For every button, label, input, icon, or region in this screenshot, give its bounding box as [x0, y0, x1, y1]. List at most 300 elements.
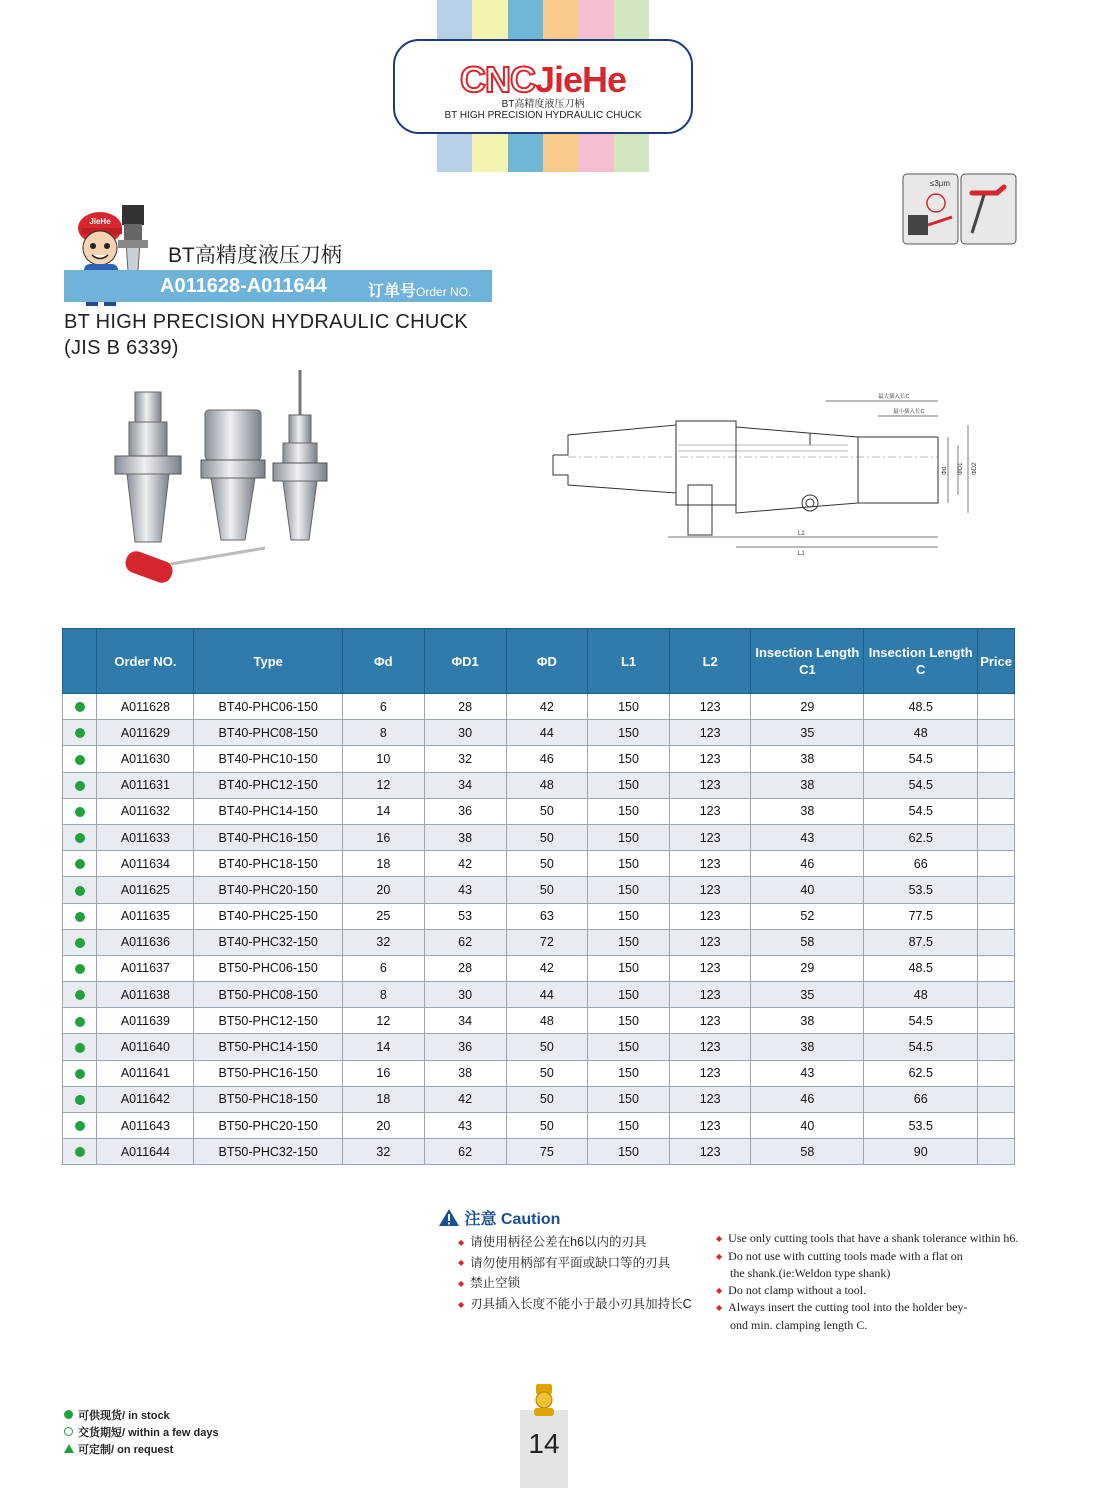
brand-jiehe: JieHe — [534, 59, 627, 100]
page-number: 14 — [528, 1428, 560, 1459]
table-cell: 53.5 — [864, 877, 978, 903]
in-stock-dot-icon — [75, 728, 85, 738]
in-stock-dot-icon — [75, 702, 85, 712]
stock-status-cell — [63, 929, 97, 955]
chuck-middle — [201, 410, 265, 540]
table-cell: 38 — [424, 1060, 506, 1086]
table-cell: 123 — [669, 877, 751, 903]
in-stock-dot-icon — [75, 964, 85, 974]
table-cell: 40 — [751, 877, 864, 903]
table-row — [63, 1113, 1015, 1139]
product-standard: (JIS B 6339) — [64, 337, 179, 359]
legend-on-request-text: 可定制/ on request — [78, 1444, 174, 1456]
table-cell: 38 — [751, 1034, 864, 1060]
table-cell: A011633 — [97, 824, 194, 850]
stock-status-cell — [63, 903, 97, 929]
table-cell: A011634 — [97, 851, 194, 877]
table-cell: 54.5 — [864, 746, 978, 772]
table-cell: A011636 — [97, 929, 194, 955]
col-header-l1: L1 — [588, 629, 670, 694]
in-stock-dot-icon — [75, 1147, 85, 1157]
table-cell — [978, 824, 1015, 850]
table-cell: 123 — [669, 720, 751, 746]
table-cell: 150 — [588, 982, 670, 1008]
table-cell — [978, 746, 1015, 772]
in-stock-dot-icon — [75, 912, 85, 922]
table-cell: 123 — [669, 1086, 751, 1112]
caution-cn-item: ◆ 刃具插入长度不能小于最小刃具加持长C — [458, 1297, 692, 1312]
table-cell: BT50-PHC18-150 — [194, 1086, 343, 1112]
table-cell: 50 — [506, 824, 588, 850]
caution-en-continuation: the shank.(ie:Weldon type shank) — [730, 1266, 891, 1280]
col-header-d: Φd — [343, 629, 425, 694]
table-cell: 18 — [343, 851, 425, 877]
in-stock-dot-icon — [75, 1017, 85, 1027]
stock-status-cell — [63, 1060, 97, 1086]
table-row — [63, 798, 1015, 824]
stock-status-cell — [63, 694, 97, 720]
product-photo — [105, 370, 345, 600]
table-cell: 36 — [424, 798, 506, 824]
table-cell — [978, 1060, 1015, 1086]
stock-status-cell — [63, 1008, 97, 1034]
table-cell: 35 — [751, 982, 864, 1008]
in-stock-dot-icon — [75, 807, 85, 817]
table-cell: 34 — [424, 1008, 506, 1034]
table-cell: 123 — [669, 1008, 751, 1034]
table-cell — [978, 1086, 1015, 1112]
stock-status-cell — [63, 982, 97, 1008]
table-row — [63, 720, 1015, 746]
table-cell: 42 — [424, 1086, 506, 1112]
in-stock-dot-icon — [75, 833, 85, 843]
table-cell: 150 — [588, 798, 670, 824]
stock-status-cell — [63, 720, 97, 746]
table-cell: 150 — [588, 746, 670, 772]
col-header-c: Insection Length C — [864, 629, 978, 694]
table-cell: BT50-PHC32-150 — [194, 1139, 343, 1165]
table-cell — [978, 955, 1015, 981]
caution-cn-text: 请使用柄径公差在h6以内的刃具 — [470, 1235, 647, 1249]
caution-title-text: 注意 Caution — [464, 1211, 561, 1228]
table-cell: BT40-PHC08-150 — [194, 720, 343, 746]
table-cell: 32 — [343, 1139, 425, 1165]
table-cell: 48 — [864, 720, 978, 746]
table-cell — [978, 720, 1015, 746]
table-cell: 32 — [343, 929, 425, 955]
dim-min-insert: 最小插入长C — [893, 409, 925, 415]
table-cell: 123 — [669, 955, 751, 981]
filled-dot-icon — [64, 1408, 78, 1425]
runout-precision-icon — [903, 174, 958, 244]
table-cell: 48 — [506, 772, 588, 798]
brand-subtitle-cn: BT高精度液压刀柄 — [501, 99, 585, 110]
table-cell: 150 — [588, 1034, 670, 1060]
table-cell: 6 — [343, 955, 425, 981]
table-row — [63, 772, 1015, 798]
table-cell — [978, 1139, 1015, 1165]
table-cell: 150 — [588, 1139, 670, 1165]
chuck-right — [273, 370, 327, 540]
stock-status-cell — [63, 955, 97, 981]
hex-key-photo — [123, 548, 265, 586]
table-cell — [978, 929, 1015, 955]
table-row — [63, 929, 1015, 955]
table-cell: 123 — [669, 798, 751, 824]
chuck-left — [115, 392, 181, 542]
dim-d: Φd — [942, 466, 948, 475]
table-cell: 123 — [669, 903, 751, 929]
table-row — [63, 877, 1015, 903]
in-stock-dot-icon — [75, 1095, 85, 1105]
product-title-en — [64, 309, 468, 361]
caution-list-cn — [458, 1232, 692, 1315]
table-cell: A011635 — [97, 903, 194, 929]
table-cell: 123 — [669, 746, 751, 772]
table-cell: 123 — [669, 694, 751, 720]
col-header-dd: ΦD — [506, 629, 588, 694]
product-title-en-line1: BT HIGH PRECISION HYDRAULIC CHUCK — [64, 311, 469, 333]
table-row — [63, 1034, 1015, 1060]
table-row — [63, 903, 1015, 929]
col-header-l2: L2 — [669, 629, 751, 694]
brand-name — [395, 61, 691, 99]
table-cell: 77.5 — [864, 903, 978, 929]
table-cell: 16 — [343, 824, 425, 850]
table-cell: 62 — [424, 1139, 506, 1165]
table-cell: 54.5 — [864, 772, 978, 798]
stock-status-cell — [63, 772, 97, 798]
table-cell: BT50-PHC16-150 — [194, 1060, 343, 1086]
table-cell: 35 — [751, 720, 864, 746]
table-cell: 50 — [506, 1034, 588, 1060]
table-cell — [978, 903, 1015, 929]
stock-status-cell — [63, 824, 97, 850]
table-cell: 42 — [506, 694, 588, 720]
table-cell: A011628 — [97, 694, 194, 720]
table-cell: 46 — [506, 746, 588, 772]
table-row — [63, 1060, 1015, 1086]
order-label-cn: 订单号 — [368, 283, 417, 300]
technical-drawing — [548, 385, 988, 565]
table-cell: 150 — [588, 1008, 670, 1034]
table-cell — [978, 1034, 1015, 1060]
table-cell: 12 — [343, 1008, 425, 1034]
table-cell: 58 — [751, 929, 864, 955]
table-cell: 20 — [343, 1113, 425, 1139]
table-cell: 48 — [506, 1008, 588, 1034]
table-cell: A011644 — [97, 1139, 194, 1165]
col-header-order-no: Order NO. — [97, 629, 194, 694]
col-header-status — [63, 629, 97, 694]
table-row — [63, 851, 1015, 877]
table-cell: 50 — [506, 877, 588, 903]
table-cell: A011641 — [97, 1060, 194, 1086]
table-cell — [978, 694, 1015, 720]
table-cell: 48.5 — [864, 694, 978, 720]
in-stock-dot-icon — [75, 859, 85, 869]
table-cell: 8 — [343, 720, 425, 746]
dim-max-insert: 最大插入长C — [878, 394, 910, 400]
table-cell — [978, 982, 1015, 1008]
table-cell: 150 — [588, 929, 670, 955]
mascot-small-icon — [528, 1384, 560, 1418]
legend-few-days-text: 交货期短/ within a few days — [78, 1427, 219, 1439]
table-cell: 50 — [506, 1060, 588, 1086]
table-cell: 43 — [751, 824, 864, 850]
table-cell: A011642 — [97, 1086, 194, 1112]
order-range: A011628-A011644 — [160, 275, 327, 297]
hex-key-icon — [961, 174, 1016, 244]
table-cell: BT40-PHC25-150 — [194, 903, 343, 929]
table-cell: BT40-PHC10-150 — [194, 746, 343, 772]
table-cell: 50 — [506, 851, 588, 877]
table-cell: 44 — [506, 982, 588, 1008]
table-cell — [978, 851, 1015, 877]
table-cell: A011643 — [97, 1113, 194, 1139]
table-cell: 52 — [751, 903, 864, 929]
table-cell: 12 — [343, 772, 425, 798]
table-cell: BT40-PHC32-150 — [194, 929, 343, 955]
caution-en-text: Use only cutting tools that have a shank tolerance within h6. — [728, 1231, 1019, 1245]
table-cell: 123 — [669, 929, 751, 955]
table-cell: BT50-PHC20-150 — [194, 1113, 343, 1139]
table-cell: 44 — [506, 720, 588, 746]
brand-subtitle-en: BT HIGH PRECISION HYDRAULIC CHUCK — [444, 110, 642, 121]
table-cell: 62.5 — [864, 1060, 978, 1086]
caution-cn-text: 刃具插入长度不能小于最小刃具加持长C — [470, 1297, 692, 1312]
table-cell: 38 — [424, 824, 506, 850]
table-cell: 123 — [669, 824, 751, 850]
table-cell: 46 — [751, 851, 864, 877]
table-row — [63, 982, 1015, 1008]
table-cell: 50 — [506, 798, 588, 824]
table-cell: 54.5 — [864, 1034, 978, 1060]
col-header-type: Type — [194, 629, 343, 694]
table-row — [63, 1139, 1015, 1165]
caution-en-continuation: ond min. clamping length C. — [730, 1317, 868, 1332]
table-cell: A011637 — [97, 955, 194, 981]
table-cell: 38 — [751, 746, 864, 772]
stock-status-cell — [63, 851, 97, 877]
table-cell: A011638 — [97, 982, 194, 1008]
stock-legend — [64, 1408, 219, 1459]
table-cell: BT40-PHC16-150 — [194, 824, 343, 850]
stock-status-cell — [63, 877, 97, 903]
table-cell: 150 — [588, 903, 670, 929]
table-cell: 20 — [343, 877, 425, 903]
table-cell: BT50-PHC08-150 — [194, 982, 343, 1008]
table-cell: BT40-PHC18-150 — [194, 851, 343, 877]
table-cell: BT40-PHC20-150 — [194, 877, 343, 903]
table-cell: 150 — [588, 694, 670, 720]
runout-label: ≤3μm — [929, 179, 951, 188]
table-cell: 38 — [751, 798, 864, 824]
legend-on-request — [64, 1442, 219, 1459]
hollow-dot-icon — [64, 1425, 78, 1442]
caution-en-text: Do not clamp without a tool. — [728, 1282, 867, 1297]
table-cell — [978, 1008, 1015, 1034]
table-cell: 42 — [424, 851, 506, 877]
table-cell: 6 — [343, 694, 425, 720]
table-cell: 42 — [506, 955, 588, 981]
caution-title — [438, 1206, 560, 1229]
in-stock-dot-icon — [75, 990, 85, 1000]
table-cell: 38 — [751, 1008, 864, 1034]
mascot-cap-text: JieHe — [89, 217, 111, 226]
table-cell: A011625 — [97, 877, 194, 903]
specification-table — [62, 628, 1015, 1165]
table-cell: 43 — [751, 1060, 864, 1086]
caution-cn-item: ◆ 请使用柄径公差在h6以内的刃具 — [458, 1235, 647, 1249]
table-cell — [978, 798, 1015, 824]
table-cell: 123 — [669, 1034, 751, 1060]
table-cell: A011630 — [97, 746, 194, 772]
table-cell: 43 — [424, 1113, 506, 1139]
table-cell: 87.5 — [864, 929, 978, 955]
caution-en-item: ◆ Do not use with cutting tools made with a flat on — [716, 1248, 963, 1263]
table-cell: 48 — [864, 982, 978, 1008]
triangle-icon — [64, 1442, 78, 1459]
col-header-price: Price — [978, 629, 1015, 694]
table-cell: 14 — [343, 798, 425, 824]
table-cell: 40 — [751, 1113, 864, 1139]
table-cell: 53.5 — [864, 1113, 978, 1139]
table-cell: 62.5 — [864, 824, 978, 850]
order-label-en: Order NO. — [416, 285, 472, 299]
caution-en-item: ◆ Do not clamp without a tool. — [716, 1282, 867, 1297]
table-cell: 43 — [424, 877, 506, 903]
table-cell: 53 — [424, 903, 506, 929]
caution-cn-item: ◆ 禁止空锁 — [458, 1276, 521, 1291]
table-cell: 150 — [588, 772, 670, 798]
caution-list-en — [716, 1230, 1018, 1333]
table-cell: 18 — [343, 1086, 425, 1112]
dim-d2: ΦD2 — [972, 462, 978, 475]
stock-status-cell — [63, 798, 97, 824]
stock-status-cell — [63, 1086, 97, 1112]
table-cell: BT40-PHC06-150 — [194, 694, 343, 720]
table-cell: 72 — [506, 929, 588, 955]
stock-status-cell — [63, 1113, 97, 1139]
table-cell — [978, 772, 1015, 798]
product-title-cn: BT高精度液压刀柄 — [168, 244, 342, 267]
table-cell: 123 — [669, 1113, 751, 1139]
table-cell — [978, 1113, 1015, 1139]
table-cell: BT50-PHC14-150 — [194, 1034, 343, 1060]
table-cell: 36 — [424, 1034, 506, 1060]
brand-logo — [393, 39, 693, 134]
table-row — [63, 824, 1015, 850]
table-cell: 66 — [864, 851, 978, 877]
caution-cn-text: 禁止空锁 — [470, 1276, 521, 1291]
table-cell: 50 — [506, 1086, 588, 1112]
table-row — [63, 955, 1015, 981]
table-cell: 150 — [588, 955, 670, 981]
dim-l1: L1 — [798, 551, 805, 557]
table-cell: 25 — [343, 903, 425, 929]
table-cell: 46 — [751, 1086, 864, 1112]
caution-en-text: Do not use with cutting tools made with a flat on — [728, 1248, 963, 1263]
table-cell: 123 — [669, 1139, 751, 1165]
table-cell: 30 — [424, 720, 506, 746]
in-stock-dot-icon — [75, 1069, 85, 1079]
table-cell: A011640 — [97, 1034, 194, 1060]
stock-status-cell — [63, 746, 97, 772]
table-cell: 29 — [751, 694, 864, 720]
table-cell: 28 — [424, 955, 506, 981]
caution-cn-text: 请勿使用柄部有平面或缺口等的刃具 — [470, 1255, 671, 1270]
table-cell: 38 — [751, 772, 864, 798]
table-cell: 123 — [669, 772, 751, 798]
warning-icon — [438, 1208, 460, 1227]
table-cell: 50 — [506, 1113, 588, 1139]
table-cell: A011639 — [97, 1008, 194, 1034]
table-cell: 66 — [864, 1086, 978, 1112]
table-row — [63, 1008, 1015, 1034]
table-row — [63, 1086, 1015, 1112]
order-number-bar — [64, 270, 492, 302]
table-cell: A011631 — [97, 772, 194, 798]
table-cell: 28 — [424, 694, 506, 720]
table-cell: BT50-PHC06-150 — [194, 955, 343, 981]
in-stock-dot-icon — [75, 938, 85, 948]
table-cell: 58 — [751, 1139, 864, 1165]
table-cell: 123 — [669, 1060, 751, 1086]
order-label — [368, 278, 471, 301]
table-cell: 150 — [588, 720, 670, 746]
caution-cn-item: ◆ 请勿使用柄部有平面或缺口等的刃具 — [458, 1255, 671, 1270]
table-cell: A011629 — [97, 720, 194, 746]
table-cell: 150 — [588, 1060, 670, 1086]
table-cell: 54.5 — [864, 798, 978, 824]
table-cell: 90 — [864, 1139, 978, 1165]
caution-en-item: ◆ Use only cutting tools that have a shank tolerance within h6. — [716, 1231, 1019, 1245]
table-cell: 75 — [506, 1139, 588, 1165]
table-cell: 150 — [588, 1113, 670, 1139]
table-row — [63, 694, 1015, 720]
stock-status-cell — [63, 1139, 97, 1165]
legend-in-stock-text: 可供现货/ in stock — [78, 1410, 170, 1422]
stock-status-cell — [63, 1034, 97, 1060]
brand-cnc: CNC — [459, 59, 535, 100]
table-cell: 48.5 — [864, 955, 978, 981]
table-cell: 150 — [588, 877, 670, 903]
table-cell: 150 — [588, 824, 670, 850]
table-cell: BT50-PHC12-150 — [194, 1008, 343, 1034]
in-stock-dot-icon — [75, 886, 85, 896]
feature-icons — [902, 173, 1017, 245]
table-cell: 16 — [343, 1060, 425, 1086]
table-cell: A011632 — [97, 798, 194, 824]
table-cell: 29 — [751, 955, 864, 981]
table-cell — [978, 877, 1015, 903]
dim-l2: L2 — [798, 531, 805, 537]
legend-in-stock — [64, 1408, 219, 1425]
table-cell: 63 — [506, 903, 588, 929]
legend-few-days — [64, 1425, 219, 1442]
dim-d1: ΦD1 — [958, 462, 964, 475]
table-cell: 54.5 — [864, 1008, 978, 1034]
in-stock-dot-icon — [75, 1121, 85, 1131]
table-cell: 150 — [588, 851, 670, 877]
col-header-d1: ΦD1 — [424, 629, 506, 694]
table-cell: 123 — [669, 982, 751, 1008]
table-cell: 34 — [424, 772, 506, 798]
in-stock-dot-icon — [75, 1043, 85, 1053]
table-cell: 62 — [424, 929, 506, 955]
table-cell: 32 — [424, 746, 506, 772]
